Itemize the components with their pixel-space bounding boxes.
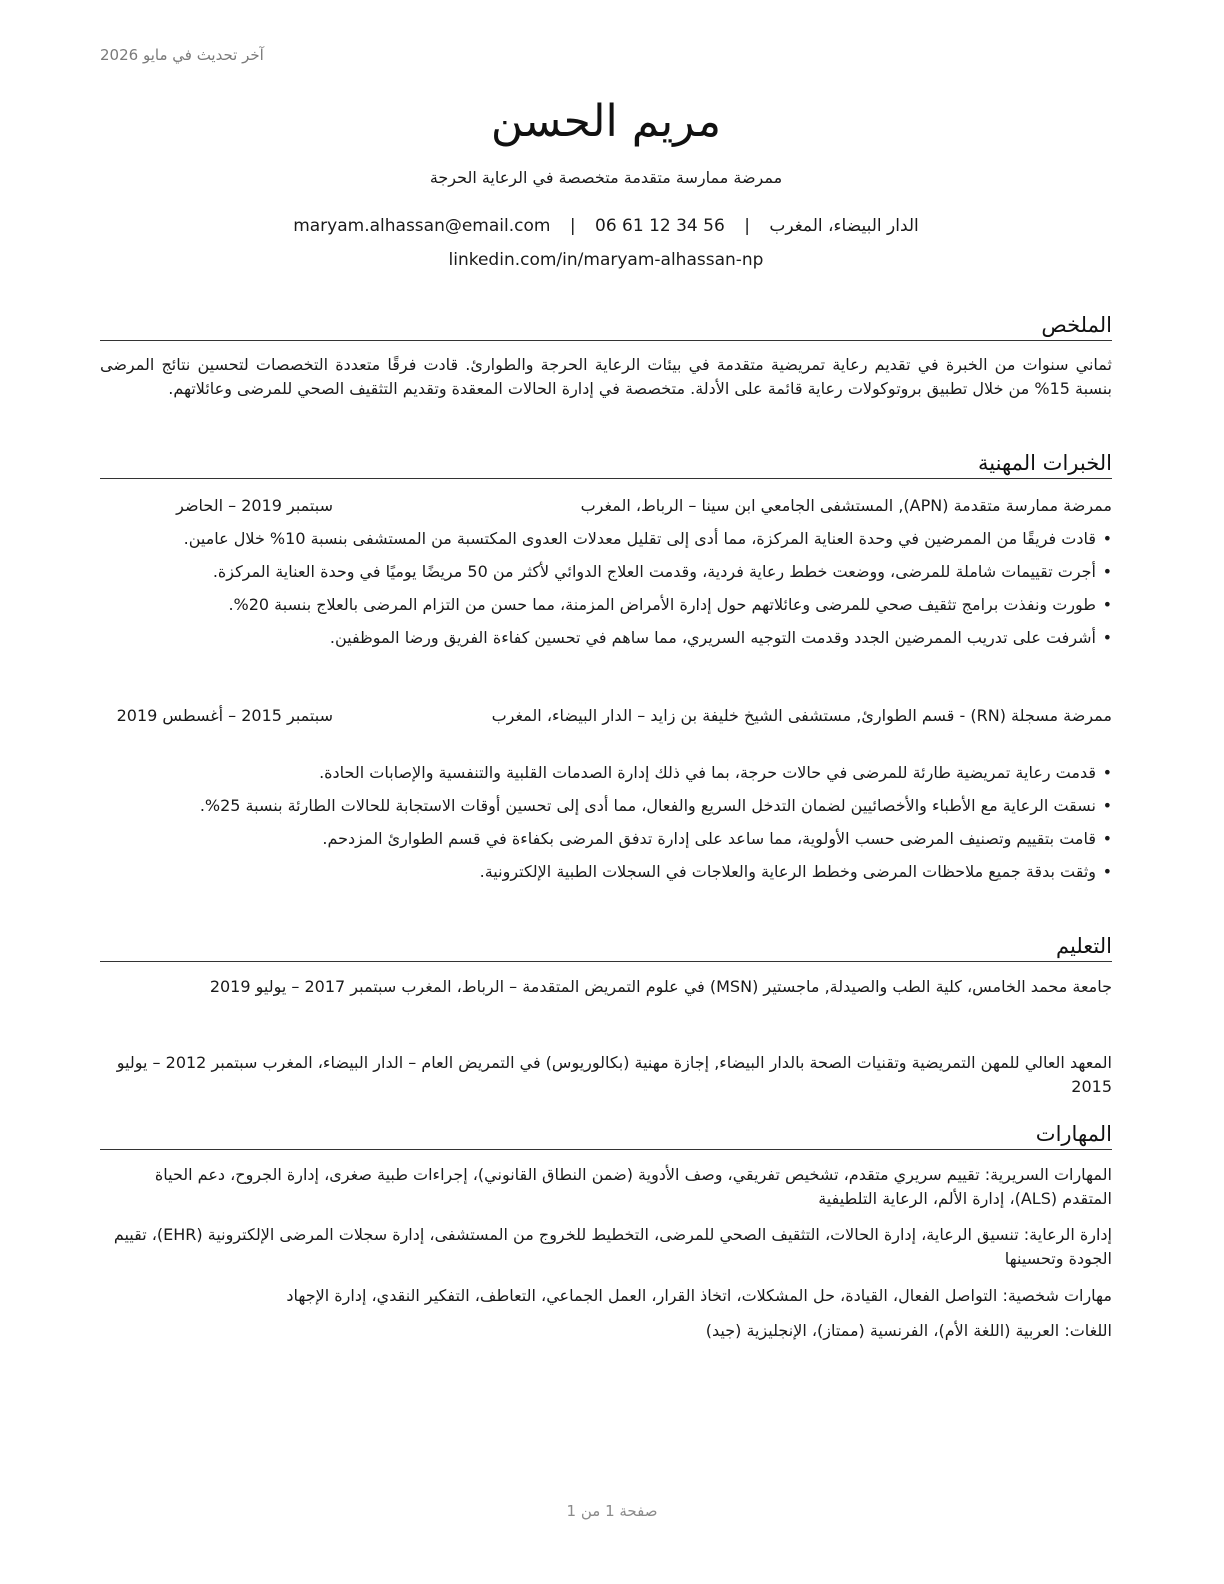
summary-text: ثماني سنوات من الخبرة في تقديم رعاية تمريضية متقدمة في بيئات الرعاية الحرجة والطوارئ. قادت فرقًا متعددة التخصصات لتحسين نتائج المرضى بنسبة 15% من خلال تطبيق بروتوكولات رعاية قائمة على الأدلة. متخصصة في إدارة الحالات المعقدة وتقديم التثقيف الصحي للمرضى وعائلاتهم. <box>100 355 1112 398</box>
candidate-name: مريم الحسن <box>490 96 722 147</box>
education-entry: جامعة محمد الخامس، كلية الطب والصيدلة, ماجستير (MSN) في علوم التمريض المتقدمة – الرباط، المغرب سبتمبر 2017 – يوليو 2019 <box>209 977 1112 996</box>
list-item: • أجرت تقييمات شاملة للمرضى، ووضعت خطط رعاية فردية، وقدمت العلاج الدوائي لأكثر من 50 مريضًا يوميًا في وحدة العناية المركزة. <box>100 560 1112 584</box>
candidate-headline: ممرضة ممارسة متقدمة متخصصة في الرعاية الحرجة <box>429 168 783 187</box>
experience-entry-2-bullets <box>100 761 1112 893</box>
skills-soft: مهارات شخصية: التواصل الفعال، القيادة، حل المشكلات، اتخاذ القرار، العمل الجماعي، التعاطف، التفكير النقدي، إدارة الإجهاد <box>286 1286 1112 1305</box>
page-number: صفحة 1 من 1 <box>566 1502 658 1520</box>
skills-clinical: المهارات السريرية: تقييم سريري متقدم، تشخيص تفريقي، وصف الأدوية (ضمن النطاق القانوني)، إجراءات طبية صغرى، إدارة الجروح، دعم الحياة المتقدم (ALS)، إدارة الألم، الرعاية التلطيفية <box>154 1165 1112 1208</box>
list-item: • أشرفت على تدريب الممرضين الجدد وقدمت التوجيه السريري، مما ساهم في تحسين كفاءة الفريق ورضا الموظفين. <box>100 626 1112 650</box>
contact-email[interactable]: maryam.alhassan@email.com <box>293 216 551 236</box>
section-title-education: التعليم <box>100 932 1112 962</box>
contact-phone: 06 61 12 34 56 <box>595 216 725 236</box>
education-entry: المعهد العالي للمهن التمريضية وتقنيات الصحة بالدار البيضاء, إجازة مهنية (بكالوريوس) في التمريض العام – الدار البيضاء، المغرب سبتمبر 2012 – يوليو 2015 <box>116 1053 1112 1096</box>
last-updated-note: آخر تحديث في مايو 2026 <box>100 46 264 64</box>
list-item: • قامت بتقييم وتصنيف المرضى حسب الأولوية، مما ساعد على إدارة تدفق المرضى بكفاءة في قسم الطوارئ المزدحم. <box>100 827 1112 851</box>
contact-separator: | <box>744 216 750 236</box>
skills-languages: اللغات: العربية (اللغة الأم)، الفرنسية (ممتاز)، الإنجليزية (جيد) <box>705 1321 1112 1340</box>
contact-line <box>100 213 1112 239</box>
list-item: • طورت ونفذت برامج تثقيف صحي للمرضى وعائلاتهم حول إدارة الأمراض المزمنة، مما حسن من التزام المرضى بالعلاج بنسبة 20%. <box>100 593 1112 617</box>
experience-entry-1-header <box>100 494 1112 518</box>
section-title-experience: الخبرات المهنية <box>100 449 1112 479</box>
resume-header <box>100 92 1112 273</box>
list-item: • وثقت بدقة جميع ملاحظات المرضى وخطط الرعاية والعلاجات في السجلات الطبية الإلكترونية. <box>100 860 1112 884</box>
experience-entry-2-header <box>100 704 1112 752</box>
experience-role: ممرضة مسجلة (RN) - قسم الطوارئ, مستشفى الشيخ خليفة بن زايد – الدار البيضاء، المغرب <box>491 706 1112 725</box>
list-item: • قادت فريقًا من الممرضين في وحدة العناية المركزة، مما أدى إلى تقليل معدلات العدوى المكتسبة من المستشفى بنسبة 10% خلال عامين. <box>100 527 1112 551</box>
contact-linkedin[interactable]: linkedin.com/in/maryam-alhassan-np <box>448 250 764 270</box>
experience-dates: سبتمبر 2015 – أغسطس 2019 <box>116 706 333 725</box>
skills-care-management: إدارة الرعاية: تنسيق الرعاية، إدارة الحالات، التثقيف الصحي للمرضى، التخطيط للخروج من المستشفى، إدارة سجلات المرضى الإلكترونية (EHR)، تقييم الجودة وتحسينها <box>113 1225 1112 1268</box>
section-title-summary: الملخص <box>100 311 1112 341</box>
section-title-skills: المهارات <box>100 1120 1112 1150</box>
contact-location: الدار البيضاء، المغرب <box>769 216 919 236</box>
list-item: • قدمت رعاية تمريضية طارئة للمرضى في حالات حرجة، بما في ذلك إدارة الصدمات القلبية والتنفسية والإصابات الحادة. <box>100 761 1112 785</box>
list-item: • نسقت الرعاية مع الأطباء والأخصائيين لضمان التدخل السريع والفعال، مما أدى إلى تحسين أوقات الاستجابة للحالات الطارئة بنسبة 25%. <box>100 794 1112 818</box>
experience-role: ممرضة ممارسة متقدمة (APN), المستشفى الجامعي ابن سينا – الرباط، المغرب <box>580 496 1112 515</box>
contact-separator: | <box>569 216 576 236</box>
experience-dates: سبتمبر 2019 – الحاضر <box>176 496 333 515</box>
experience-entry-1-bullets <box>100 527 1112 659</box>
